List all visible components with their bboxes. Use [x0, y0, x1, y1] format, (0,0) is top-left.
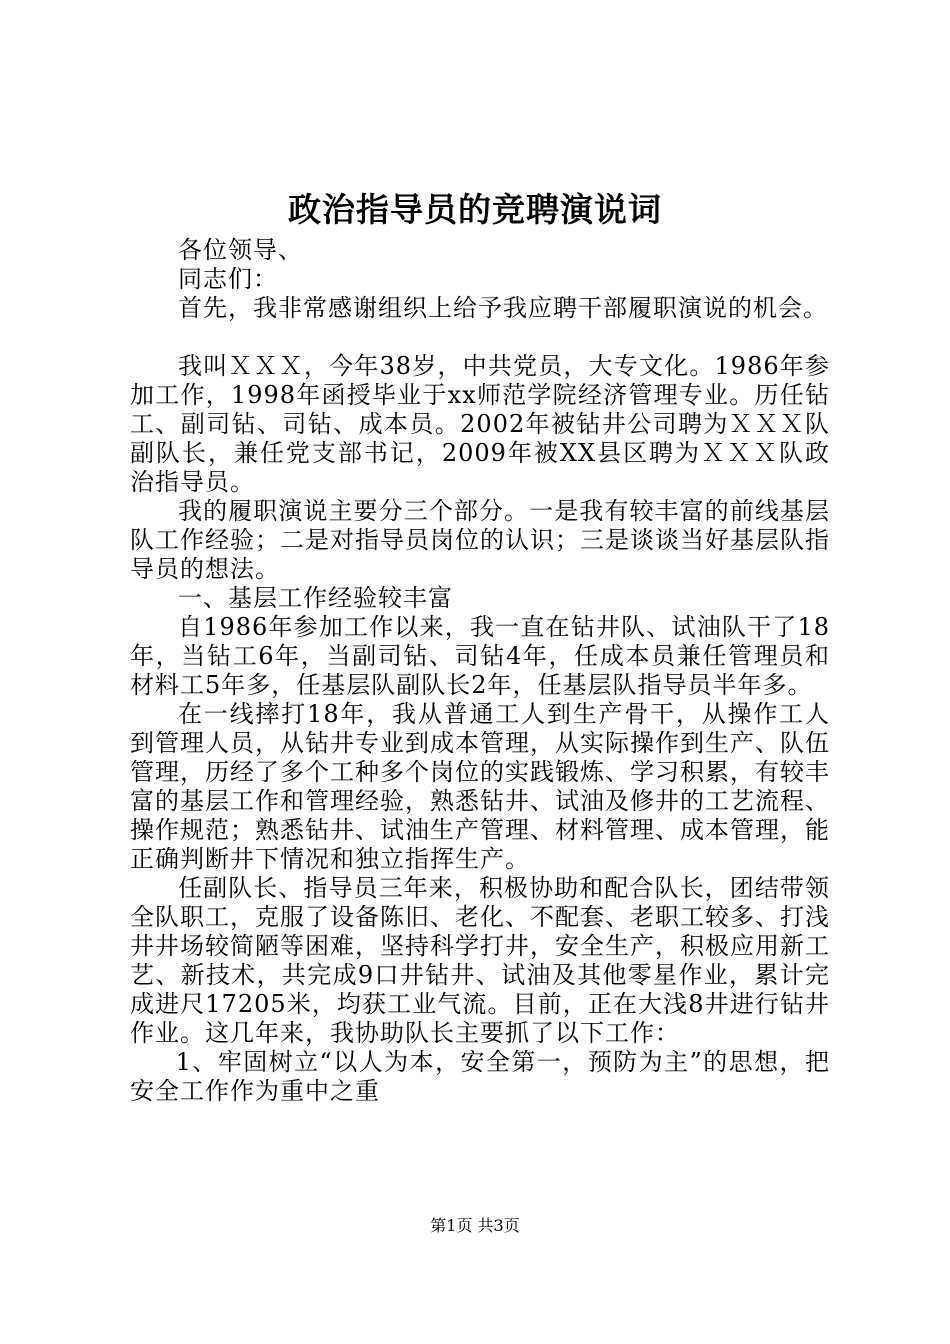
experience-paragraph: 自1986年参加工作以来，我一直在钻井队、试油队干了18年，当钻工6年，当副司钻、司钻4年，任成本员兼任管理员和材料工5年多，任基层队副队长2年，任基层队指导员半年多。 — [130, 613, 830, 699]
section-heading-1: 一、基层工作经验较丰富 — [178, 584, 453, 612]
salutation-leaders: 各位领导、 — [178, 236, 303, 264]
salutation-comrades: 同志们： — [178, 265, 278, 293]
intro-paragraph: 我叫ＸＸＸ，今年38岁，中共党员，大专文化。1986年参加工作，1998年函授毕业于xx师范学院经济管理专业。历任钻工、副司钻、司钻、成本员。2002年被钻井公司聘为ＸＸＸ队副队长，兼任党支部书记，2009年被XX县区聘为ＸＸＸ队政治指导员。 — [130, 352, 830, 496]
document-title: 政治指导员的竞聘演说词 — [288, 190, 662, 229]
outline-paragraph: 我的履职演说主要分三个部分。一是我有较丰富的前线基层队工作经验；二是对指导员岗位的认识；三是谈谈当好基层队指导员的想法。 — [130, 497, 830, 583]
opening-paragraph: 首先，我非常感谢组织上给予我应聘干部履职演说的机会。 — [178, 294, 828, 322]
page-indicator: 第1页 共3页 — [430, 1216, 520, 1235]
list-item-1: 1、牢固树立“以人为本，安全第一，预防为主”的思想，把安全工作作为重中之重 — [130, 1048, 830, 1105]
achievements-paragraph: 任副队长、指导员三年来，积极协助和配合队长，团结带领全队职工，克服了设备陈旧、老化、不配套、老职工较多、打浅井井场较简陋等困难，坚持科学打井，安全生产，积极应用新工艺、新技术，共完成9口井钻井、试油及其他零星作业，累计完成进尺17205米，均获工业气流。目前，正在大浅8井进行钻井作业。这几年来，我协助队长主要抓了以下工作： — [130, 874, 830, 1047]
document-body — [130, 236, 830, 1106]
frontline-paragraph: 在一线摔打18年，我从普通工人到生产骨干，从操作工人到管理人员，从钻井专业到成本管理，从实际操作到生产、队伍管理，历经了多个工种多个岗位的实践锻炼、学习积累，有较丰富的基层工作和管理经验，熟悉钻井、试油及修井的工艺流程、操作规范；熟悉钻井、试油生产管理、材料管理、成本管理，能正确判断井下情况和独立指挥生产。 — [130, 700, 830, 873]
